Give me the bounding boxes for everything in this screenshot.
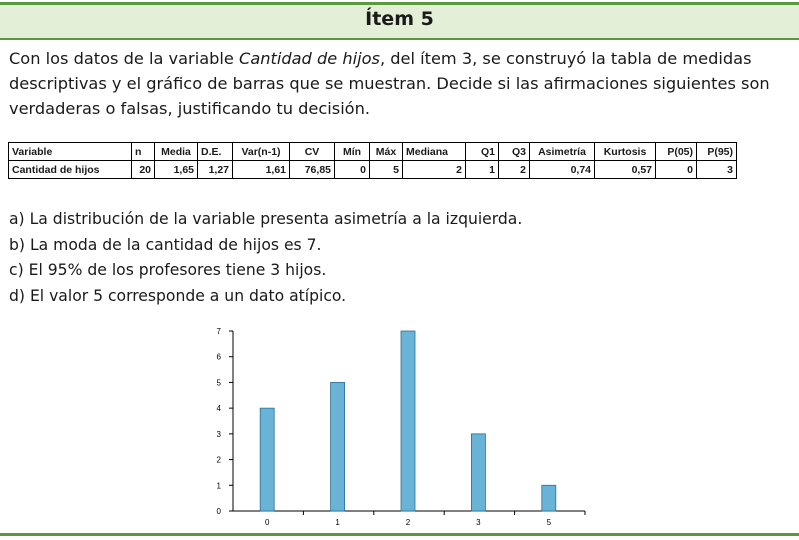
x-tick-label: 5: [546, 518, 552, 527]
y-tick-label: 1: [216, 481, 221, 491]
data-cell: 5: [370, 161, 403, 179]
y-tick-label: 2: [216, 455, 221, 465]
header-cell: CV: [290, 143, 335, 161]
bar-chart: [200, 320, 590, 530]
data-cell: 0,57: [595, 161, 656, 179]
data-cell: 2: [403, 161, 466, 179]
header-cell: Mín: [335, 143, 370, 161]
header-cell: Var(n-1): [233, 143, 290, 161]
data-cell: 0,74: [530, 161, 595, 179]
y-tick-label: 0: [216, 507, 221, 516]
bar: [471, 434, 485, 511]
intro-part1: Con los datos de la variable: [9, 49, 240, 68]
header-cell: Q1: [466, 143, 499, 161]
item-title: Ítem 5: [365, 8, 434, 30]
data-cell: 3: [697, 161, 737, 179]
statement-b: b) La moda de la cantidad de hijos es 7.: [9, 235, 322, 254]
y-tick-label: 5: [216, 378, 221, 388]
stats-table: [8, 142, 737, 179]
x-tick-label: 0: [264, 518, 270, 527]
data-cell: 1,61: [233, 161, 290, 179]
stats-data-row: [9, 161, 737, 179]
y-tick-label: 3: [216, 429, 221, 439]
data-cell: 0: [335, 161, 370, 179]
header-cell: D.E.: [198, 143, 233, 161]
data-cell: 1,65: [155, 161, 198, 179]
header-cell: Mediana: [403, 143, 466, 161]
intro-part2: , del ítem 3, se construyó la tabla de medidas descriptivas y el gráfico de barras que se muestran. Decide si las afirmaciones siguientes son verdaderas o falsas, justificando tu decisión.: [9, 49, 770, 118]
header-cell: Asimetría: [530, 143, 595, 161]
bottom-rule: [0, 533, 799, 536]
intro-variable-name: Cantidad de hijos: [239, 49, 380, 68]
header-cell: Q3: [499, 143, 530, 161]
header-cell: Kurtosis: [595, 143, 656, 161]
x-tick-label: 2: [405, 518, 411, 527]
header-cell: Media: [155, 143, 198, 161]
data-cell: Cantidad de hijos: [9, 161, 132, 179]
bar: [542, 485, 556, 511]
y-tick-label: 7: [216, 327, 221, 336]
header-rule: [0, 38, 799, 40]
x-tick-label: 3: [476, 518, 481, 527]
data-cell: 1,27: [198, 161, 233, 179]
y-tick-label: 4: [216, 404, 221, 414]
statements-list: [9, 207, 522, 309]
statement-a: a) La distribución de la variable presenta asimetría a la izquierda.: [9, 210, 523, 228]
header-cell: Variable: [9, 143, 132, 161]
statement-d: d) El valor 5 corresponde a un dato atípico.: [9, 286, 347, 305]
header-cell: n: [132, 143, 155, 161]
header-cell: P(95): [697, 143, 737, 161]
statement-c: c) El 95% de los profesores tiene 3 hijos.: [9, 261, 327, 279]
header-cell: P(05): [656, 143, 697, 161]
data-cell: 1: [466, 161, 499, 179]
data-cell: 0: [656, 161, 697, 179]
intro-paragraph: [9, 46, 789, 121]
header-cell: Máx: [370, 143, 403, 161]
x-tick-label: 1: [335, 518, 340, 527]
bar: [401, 331, 415, 511]
bar: [260, 408, 274, 511]
y-tick-label: 6: [216, 352, 221, 362]
bar: [331, 382, 345, 511]
stats-header-row: [9, 143, 737, 161]
data-cell: 2: [499, 161, 530, 179]
data-cell: 76,85: [290, 161, 335, 179]
data-cell: 20: [132, 161, 155, 179]
